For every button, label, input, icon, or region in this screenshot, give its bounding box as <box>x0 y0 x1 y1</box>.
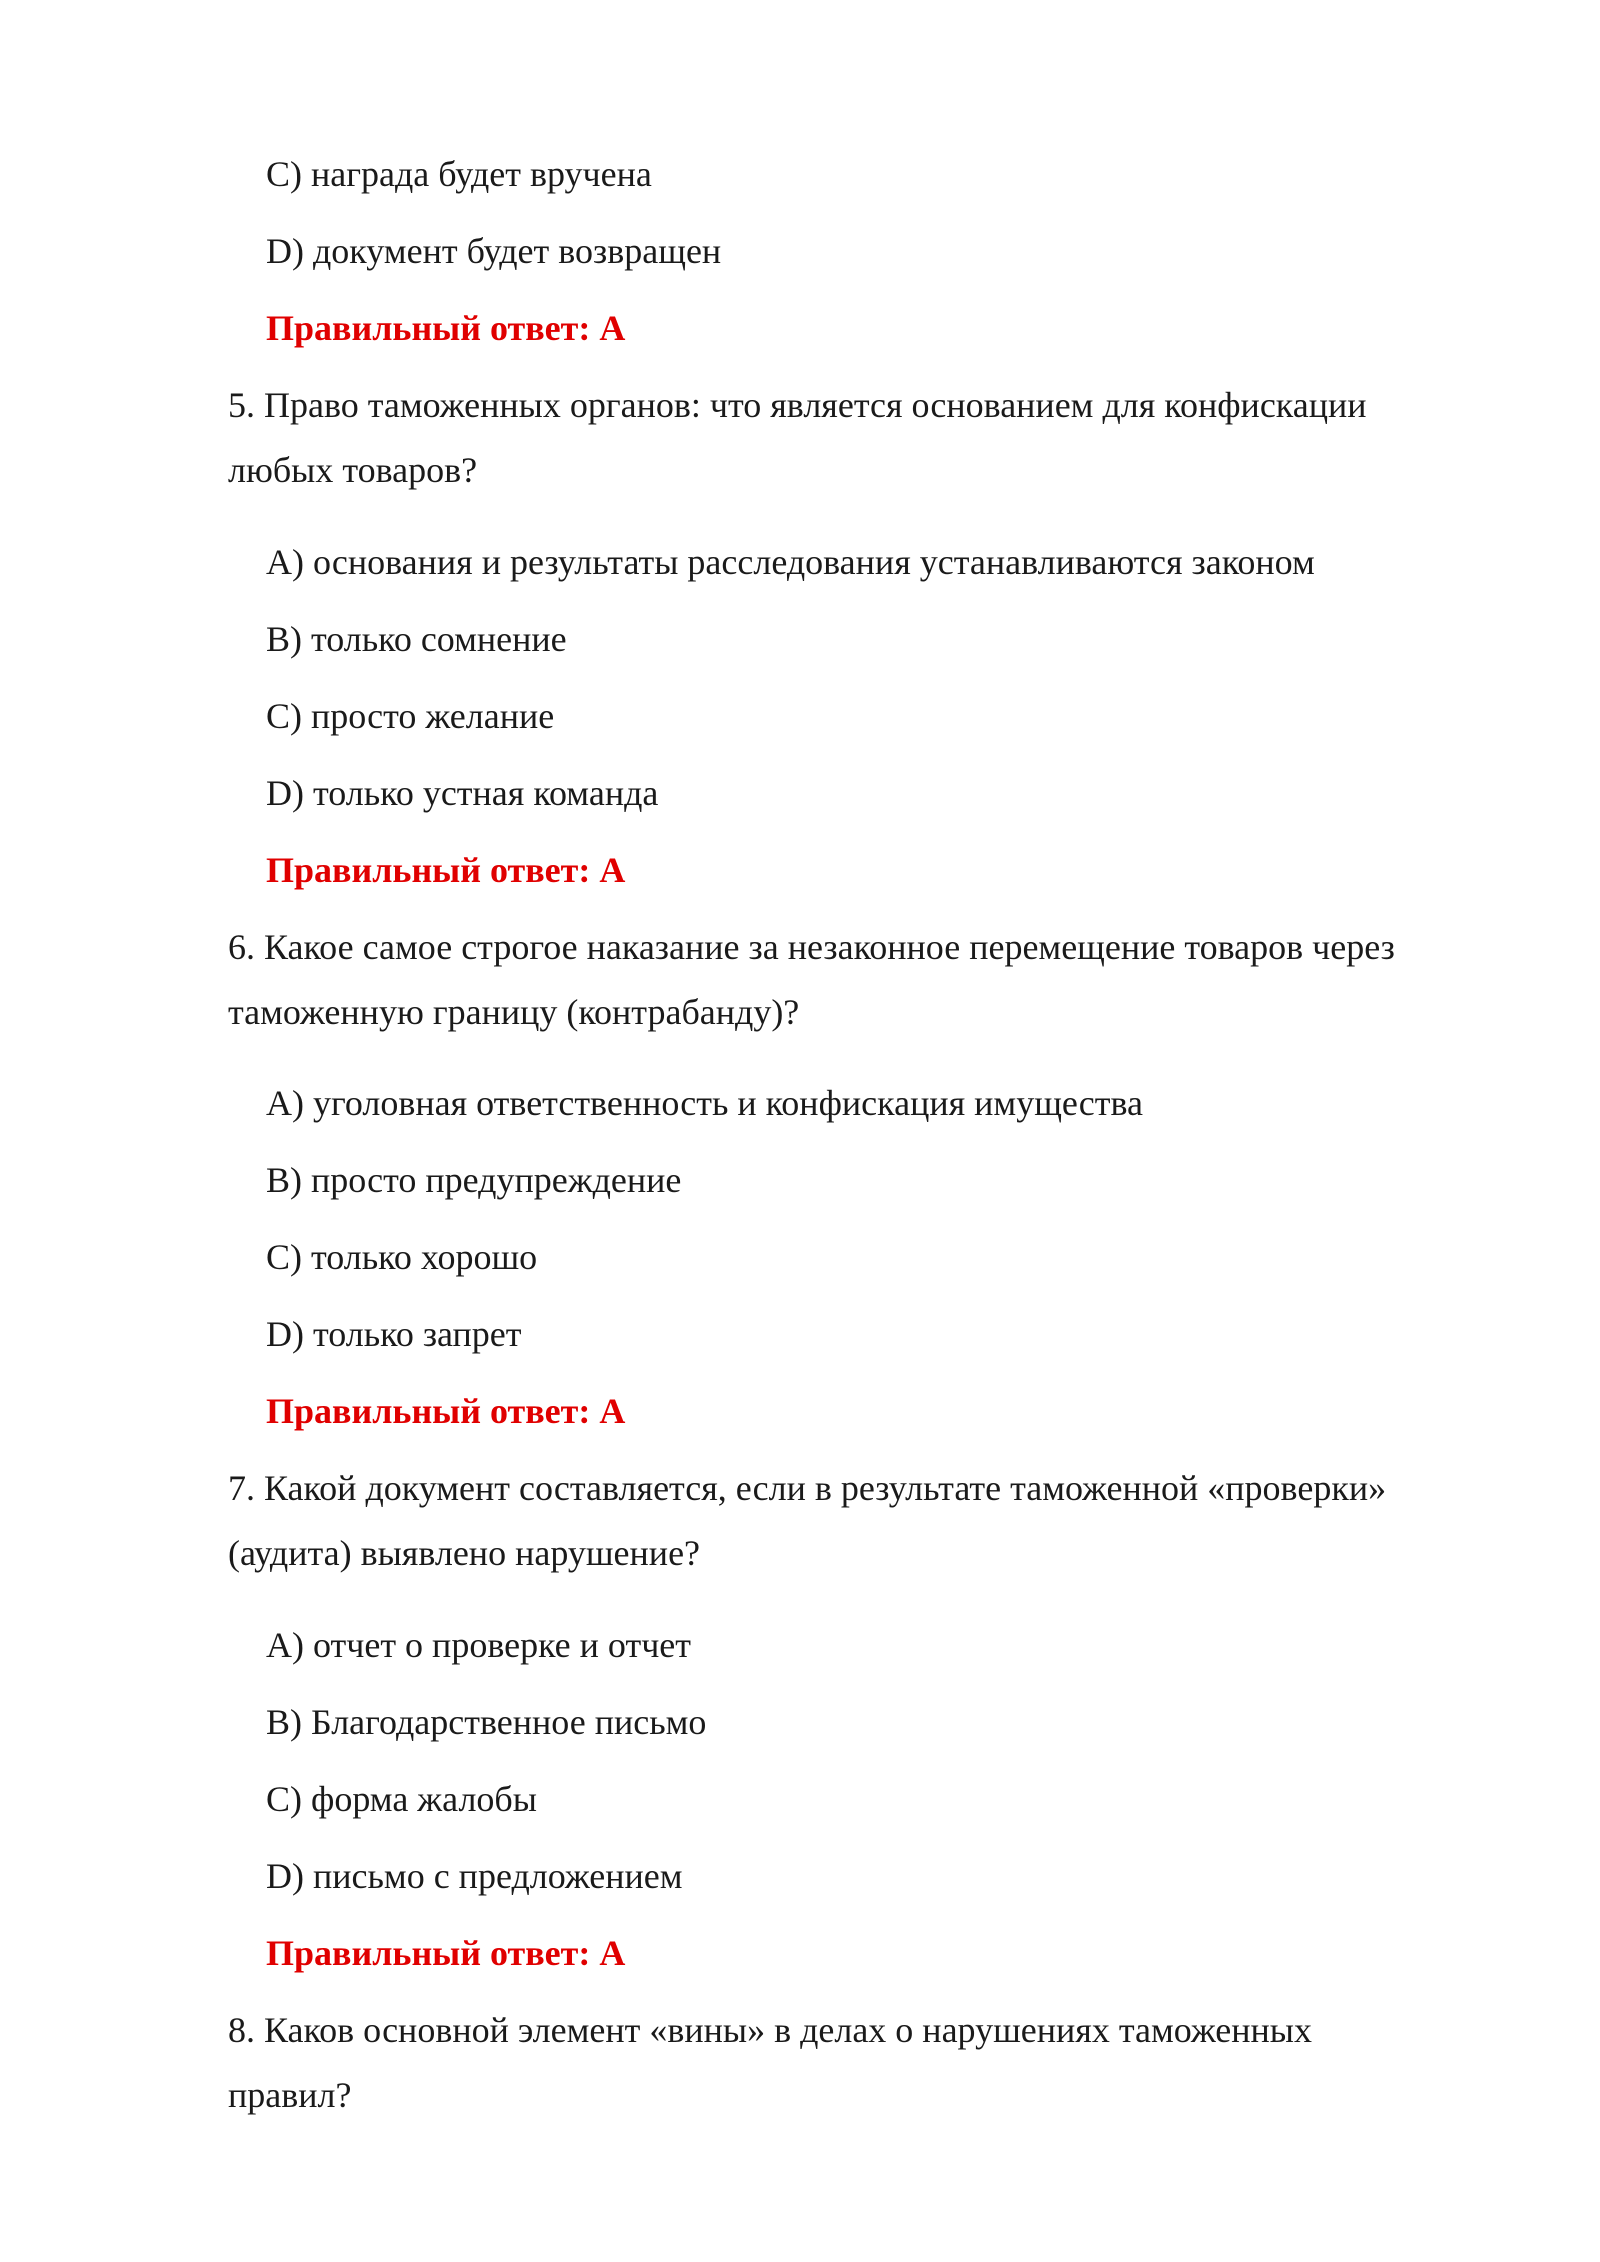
q4-correct-answer: Правильный ответ: A <box>266 308 626 348</box>
q6-question-line-1: 6. Какое самое строгое наказание за незаконное перемещение товаров через <box>228 927 1395 967</box>
q6-correct-answer: Правильный ответ: A <box>266 1391 626 1431</box>
q6-option-d: D) только запрет <box>266 1314 522 1354</box>
q5-option-a: A) основания и результаты расследования устанавливаются законом <box>266 542 1315 582</box>
q4-option-c: C) награда будет вручена <box>266 154 652 194</box>
q7-option-a: A) отчет о проверке и отчет <box>266 1625 692 1665</box>
q7-option-b: B) Благодарственное письмо <box>266 1702 707 1742</box>
q5-question-line-1: 5. Право таможенных органов: что является основанием для конфискации <box>228 385 1367 425</box>
q8-question-line-1: 8. Каков основной элемент «вины» в делах о нарушениях таможенных <box>228 2010 1312 2050</box>
q7-question-line-2: (аудита) выявлено нарушение? <box>228 1533 701 1573</box>
q6-option-c: C) только хорошо <box>266 1237 538 1277</box>
q6-option-b: B) просто предупреждение <box>266 1160 682 1200</box>
q5-option-b: B) только сомнение <box>266 619 567 659</box>
q6-option-a: A) уголовная ответственность и конфискация имущества <box>266 1083 1144 1123</box>
q5-option-c: C) просто желание <box>266 696 555 736</box>
q7-option-d: D) письмо с предложением <box>266 1856 683 1896</box>
q5-correct-answer: Правильный ответ: A <box>266 850 626 890</box>
q5-option-d: D) только устная команда <box>266 773 659 813</box>
q8-question-line-2: правил? <box>228 2075 352 2115</box>
q7-correct-answer: Правильный ответ: A <box>266 1933 626 1973</box>
q7-option-c: C) форма жалобы <box>266 1779 537 1819</box>
q7-question-line-1: 7. Какой документ составляется, если в результате таможенной «проверки» <box>228 1468 1387 1508</box>
q4-option-d: D) документ будет возвращен <box>266 231 722 271</box>
q6-question-line-2: таможенную границу (контрабанду)? <box>228 992 800 1032</box>
q5-question-line-2: любых товаров? <box>228 450 478 490</box>
